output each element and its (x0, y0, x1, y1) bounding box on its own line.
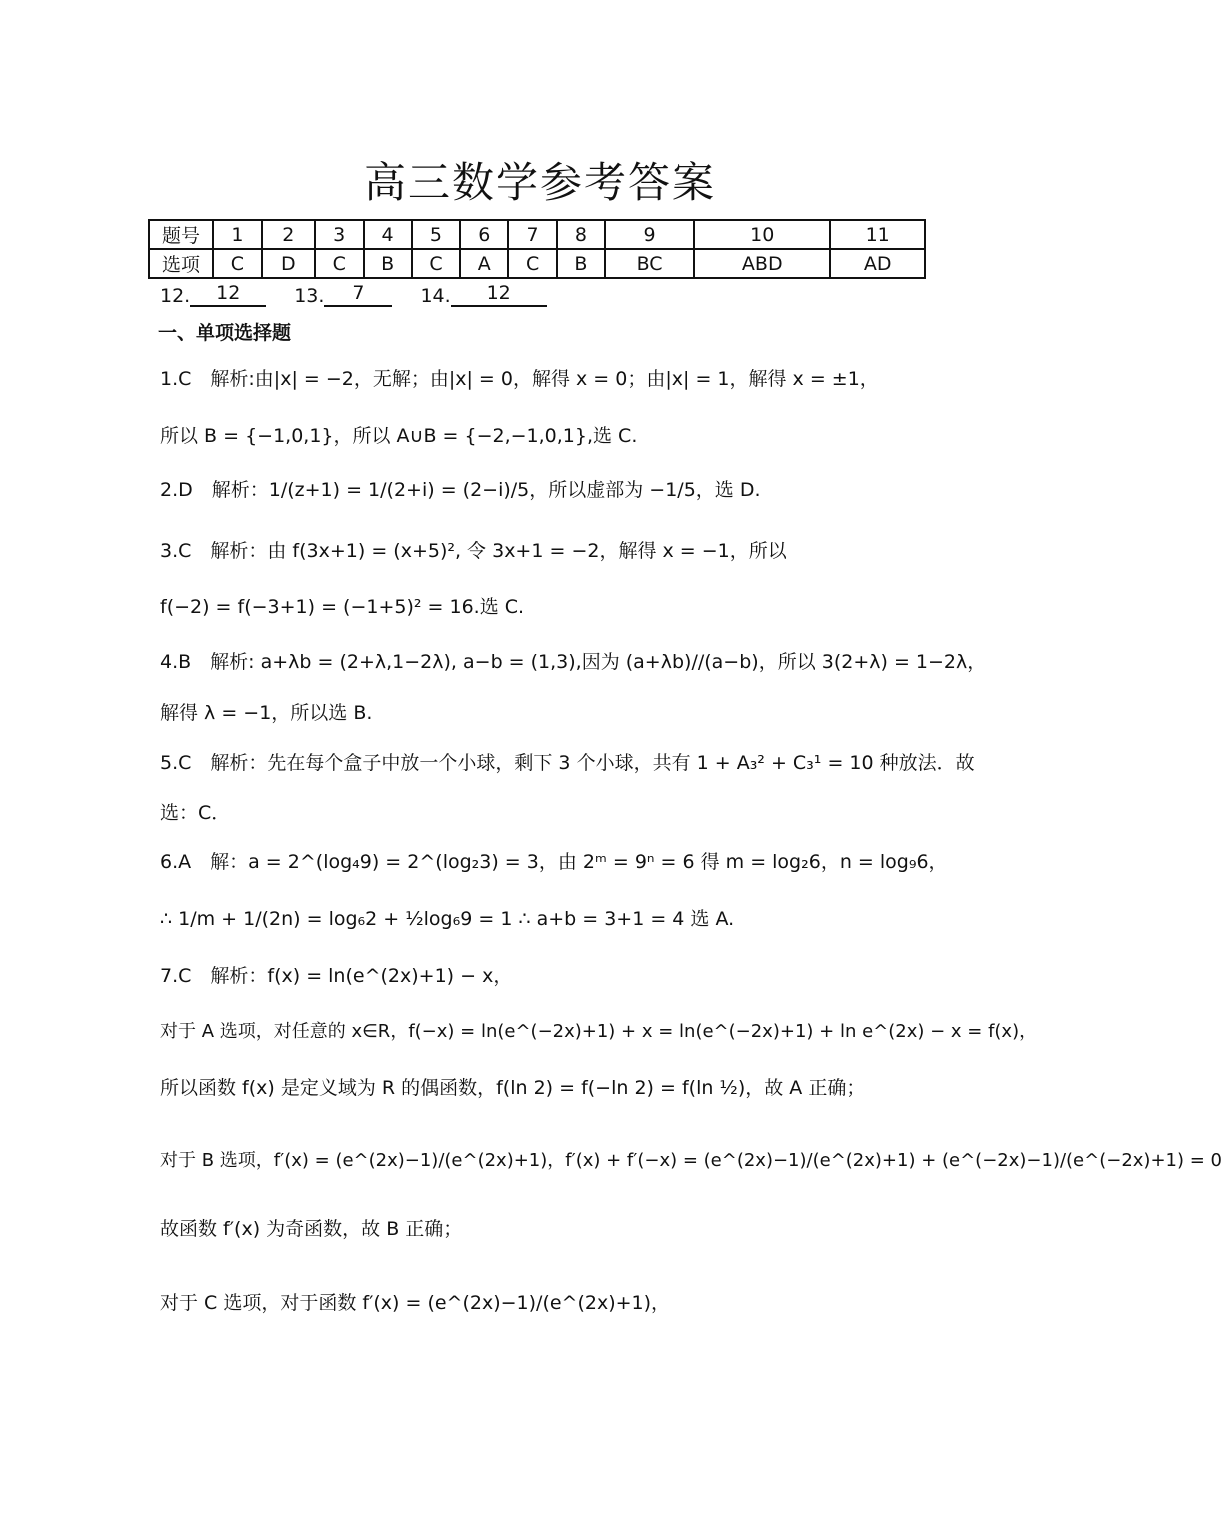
table-cell: D (262, 249, 315, 278)
table-cell: 11 (830, 220, 925, 249)
table-cell: C (315, 249, 364, 278)
table-cell: 5 (412, 220, 461, 249)
table-cell: 8 (557, 220, 605, 249)
solution-line: 选：C． (160, 802, 231, 824)
solution-line: 4.B 解析: a+λb = (2+λ,1−2λ), a−b = (1,3),因为 (a+λb)//(a−b)，所以 3(2+λ) = 1−2λ， (160, 651, 987, 673)
table-cell: 2 (262, 220, 315, 249)
table-cell: 10 (694, 220, 830, 249)
table-cell: 1 (213, 220, 262, 249)
solution-line: 对于 A 选项，对任意的 x∈R，f(−x) = ln(e^(−2x)+1) + x = ln(e^(−2x)+1) + ln e^(2x) − x = f(x)， (160, 1021, 1038, 1042)
table-cell: 9 (605, 220, 694, 249)
solution-line: 所以函数 f(x) 是定义域为 R 的偶函数，f(ln 2) = f(−ln 2) = f(ln ½)，故 A 正确； (160, 1077, 866, 1099)
table-cell: BC (605, 249, 694, 278)
fill-in-answer: 7 (324, 282, 392, 307)
solution-line: ∴ 1/m + 1/(2n) = log₆2 + ½log₆9 = 1 ∴ a+b = 3+1 = 4 选 A. (160, 908, 735, 930)
solution-line: 7.C 解析：f(x) = ln(e^(2x)+1) − x， (160, 965, 513, 987)
table-cell: ABD (694, 249, 830, 278)
solution-line: 5.C 解析：先在每个盒子中放一个小球，剩下 3 个小球，共有 1 + A₃² + C₃¹ = 10 种放法．故 (160, 752, 975, 774)
solution-line: 6.A 解：a = 2^(log₄9) = 2^(log₂3) = 3，由 2ᵐ = 9ⁿ = 6 得 m = log₂6，n = log₉6， (160, 851, 948, 873)
fill-in-item (160, 282, 266, 307)
fill-in-answers (160, 282, 575, 307)
page-title: 高三数学参考答案 (363, 158, 716, 207)
fill-in-answer: 12 (190, 282, 266, 307)
fill-in-label: 14. (420, 285, 451, 307)
table-cell: 7 (508, 220, 557, 249)
solution-line: 1.C 解析:由|x| = −2，无解；由|x| = 0，解得 x = 0；由|x| = 1，解得 x = ±1， (160, 368, 879, 390)
solution-line: 所以 B = {−1,0,1}，所以 A∪B = {−2,−1,0,1},选 C. (160, 425, 638, 447)
table-header-cell: 选项 (149, 249, 213, 278)
table-cell: AD (830, 249, 925, 278)
table-cell: 6 (460, 220, 508, 249)
table-cell: A (460, 249, 508, 278)
fill-in-item (420, 282, 546, 307)
table-header-cell: 题号 (149, 220, 213, 249)
solution-line: 故函数 f′(x) 为奇函数，故 B 正确； (160, 1218, 463, 1240)
solution-line: 2.D 解析：1/(z+1) = 1/(2+i) = (2−i)/5，所以虚部为 −1/5，选 D. (160, 479, 761, 501)
table-cell: B (557, 249, 605, 278)
solution-line: f(−2) = f(−3+1) = (−1+5)² = 16.选 C. (160, 596, 525, 618)
solution-line: 3.C 解析：由 f(3x+1) = (x+5)², 令 3x+1 = −2，解得 x = −1，所以 (160, 540, 787, 562)
solution-line: 对于 B 选项，f′(x) = (e^(2x)−1)/(e^(2x)+1)，f′(x) + f′(−x) = (e^(2x)−1)/(e^(2x)+1) + (e^(−2x)−1)/(e^(−2x)+1) = 0 (160, 1150, 1222, 1171)
fill-in-item (294, 282, 392, 307)
fill-in-label: 13. (294, 285, 325, 307)
table-row-numbers (149, 220, 925, 249)
section-heading: 一、单项选择题 (158, 322, 292, 344)
table-cell: 3 (315, 220, 364, 249)
fill-in-label: 12. (160, 285, 191, 307)
table-cell: C (213, 249, 262, 278)
table-cell: B (364, 249, 412, 278)
answer-table (148, 219, 926, 279)
table-row-choices (149, 249, 925, 278)
table-cell: C (508, 249, 557, 278)
fill-in-answer: 12 (451, 282, 547, 307)
table-cell: 4 (364, 220, 412, 249)
solution-line: 对于 C 选项，对于函数 f′(x) = (e^(2x)−1)/(e^(2x)+1)， (160, 1292, 671, 1314)
solution-line: 解得 λ = −1，所以选 B. (160, 702, 373, 724)
table-cell: C (412, 249, 461, 278)
